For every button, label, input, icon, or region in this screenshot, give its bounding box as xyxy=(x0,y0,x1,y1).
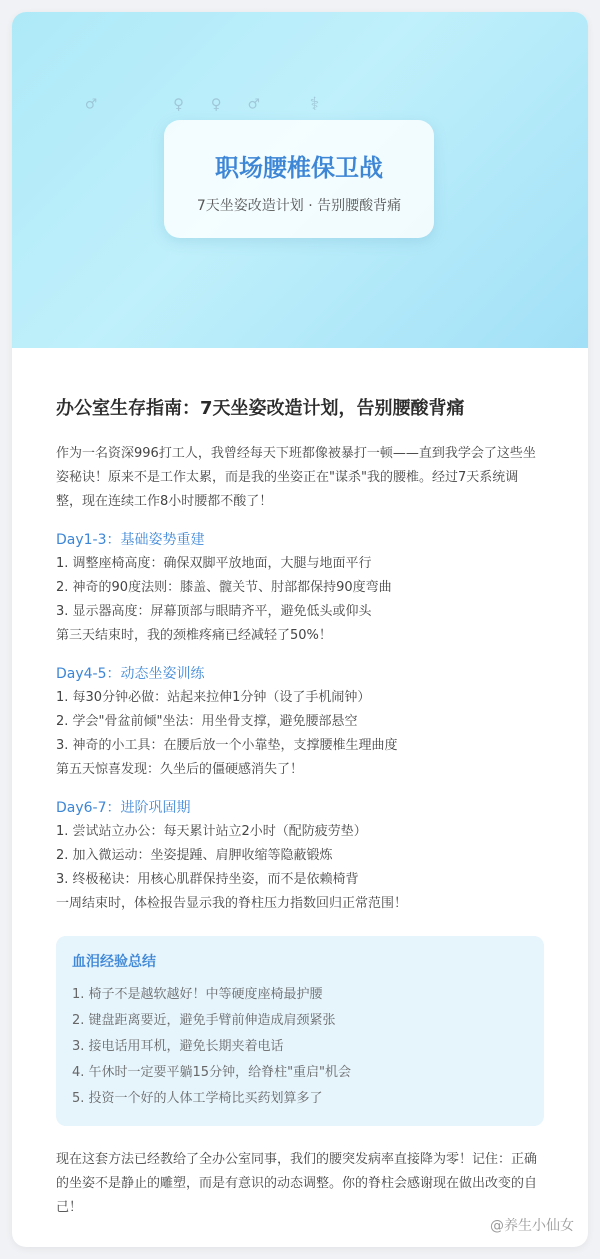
outro-paragraph: 现在这套方法已经教给了全办公室同事，我们的腰突发病率直接降为零！记住：正确的坐姿不是静止的雕塑，而是有意识的动态调整。你的脊柱会感谢现在做出改变的自己！ xyxy=(56,1152,538,1215)
decor-icon: 󠀀 xyxy=(146,94,149,115)
day-title: Day1-3：基础姿势重建 xyxy=(56,532,205,548)
decor-icon: 󠀀 xyxy=(77,244,79,265)
page-title: 职场腰椎保卫战 xyxy=(215,154,383,182)
day-section xyxy=(56,796,544,916)
decor-icon: 󠀀 xyxy=(369,94,372,115)
list-item: 1. 调整座椅高度：确保双脚平放地面，大腿与地面平行 xyxy=(56,556,372,571)
decor-icon: 󠀀 xyxy=(58,94,61,115)
list-item: 3. 神奇的小工具：在腰后放一个小靠垫，支撑腰椎生理曲度 xyxy=(56,738,398,753)
decor-icon: 󠀀 xyxy=(394,94,397,115)
intro-paragraph: 作为一名资深996打工人，我曾经每天下班都像被暴打一顿——直到我学会了这些坐姿秘诀！原来不是工作太累，而是我的坐姿正在"谋杀"我的腰椎。经过7天系统调整，现在连续工作8小时腰都不酸了！ xyxy=(56,446,536,509)
decor-icon: 󠀀 xyxy=(121,94,124,115)
summary-title: 血泪经验总结 xyxy=(72,954,156,970)
summary-item: 5. 投资一个好的人体工学椅比买药划算多了 xyxy=(72,1091,323,1106)
hero-title-box xyxy=(164,120,434,238)
male-symbol-icon: 󠀀♂ xyxy=(246,94,262,115)
list-item: 3. 终极秘诀：用核心肌群保持坐姿，而不是依赖椅背 xyxy=(56,872,359,887)
decor-icon: 󠀀 xyxy=(34,94,36,115)
list-item: 2. 加入微运动：坐姿提踵、肩胛收缩等隐蔽锻炼 xyxy=(56,848,333,863)
summary-item: 4. 午休时一定要平躺15分钟，给脊柱"重启"机会 xyxy=(72,1065,352,1080)
article-body xyxy=(12,348,588,1220)
decor-icon: 󠀀 xyxy=(179,244,182,265)
decor-icon: 󠀀 xyxy=(282,244,285,265)
summary-item: 3. 接电话用耳机，避免长期夹着电话 xyxy=(72,1039,284,1054)
summary-item: 2. 键盘距离要近，避免手臂前伸造成肩颈紧张 xyxy=(72,1013,336,1028)
list-item: 2. 神奇的90度法则：膝盖、髋关节、肘部都保持90度弯曲 xyxy=(56,580,392,595)
watermark: @养生小仙女 xyxy=(490,1218,574,1234)
caduceus-icon: ⚕ xyxy=(308,94,322,115)
male-symbol-icon: 󠀀♂ xyxy=(83,94,99,115)
day-result: 一周结束时，体检报告显示我的脊柱压力指数回归正常范围！ xyxy=(56,896,408,911)
decor-icon: 󠀀 xyxy=(488,244,491,265)
hero-decor-bottom xyxy=(77,244,588,265)
page-subtitle: 7天坐姿改造计划 · 告别腰酸背痛 xyxy=(196,198,402,214)
hero-banner xyxy=(12,12,588,348)
list-item: 1. 每30分钟必做：站起来拉伸1分钟（设了手机闹钟） xyxy=(56,690,371,705)
day-result: 第三天结束时，我的颈椎疼痛已经减轻了50%！ xyxy=(56,628,332,643)
summary-list xyxy=(72,982,528,1112)
article-card xyxy=(12,12,588,1247)
day-result: 第五天惊喜发现：久坐后的僵硬感消失了！ xyxy=(56,762,304,777)
list-item: 3. 显示器高度：屏幕顶部与眼睛齐平，避免低头或仰头 xyxy=(56,604,372,619)
hero-decor-top xyxy=(34,94,588,115)
day-title: Day4-5：动态坐姿训练 xyxy=(56,666,205,682)
day-section xyxy=(56,528,544,648)
summary-item: 1. 椅子不是越软越好！中等硬度座椅最护腰 xyxy=(72,987,323,1002)
day-section xyxy=(56,662,544,782)
summary-box xyxy=(56,936,544,1126)
decor-icon: 󠀀 xyxy=(385,244,388,265)
day-title: Day6-7：进阶巩固期 xyxy=(56,800,191,816)
female-symbol-icon: 󠀀♀ xyxy=(171,94,186,115)
decor-icon: 󠀀 xyxy=(344,94,347,115)
list-item: 2. 学会"骨盆前倾"坐法：用坐骨支撑，避免腰部悬空 xyxy=(56,714,358,729)
female-symbol-icon: 󠀀♀ xyxy=(208,94,224,115)
decor-icon: 󠀀 xyxy=(284,94,287,115)
article-heading: 办公室生存指南：7天坐姿改造计划，告别腰酸背痛 xyxy=(56,398,465,419)
list-item: 1. 尝试站立办公：每天累计站立2小时（配防疲劳垫） xyxy=(56,824,367,839)
